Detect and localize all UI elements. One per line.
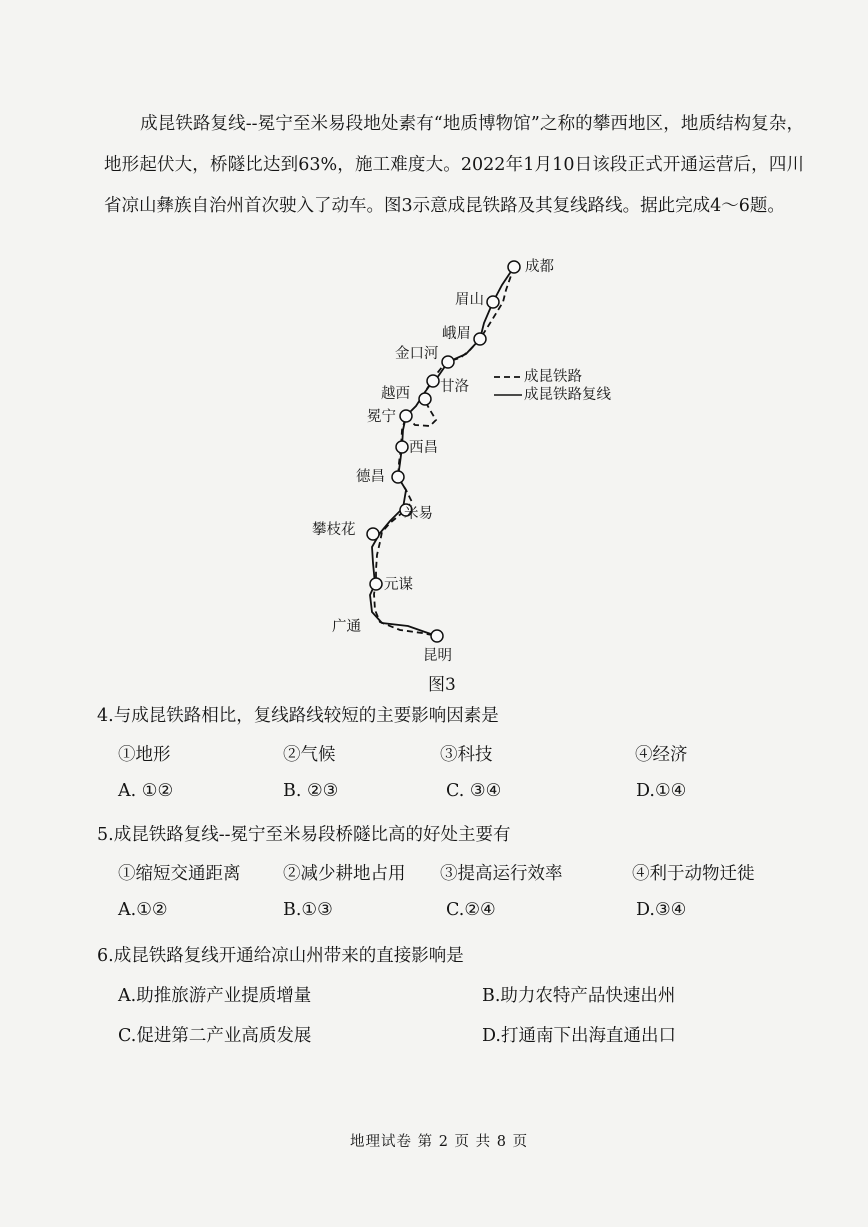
- label-emei: 峨眉: [442, 326, 471, 342]
- legend-new-railway: 成昆铁路复线: [524, 387, 611, 403]
- station-panzhihua: [367, 528, 379, 540]
- label-mianning: 冕宁: [367, 409, 396, 425]
- page-footer: 地理试卷 第 2 页 共 8 页: [350, 1134, 529, 1150]
- label-yuexi: 越西: [381, 386, 410, 402]
- q6-choice-c: C.促进第二产业高质发展: [118, 1026, 312, 1046]
- station-yuanmou: [370, 578, 382, 590]
- q4-item-2: ②气候: [283, 745, 336, 765]
- station-chengdu: [508, 261, 520, 273]
- station-yuexi: [419, 393, 431, 405]
- label-kunming: 昆明: [423, 648, 452, 664]
- label-guangtong: 广通: [332, 619, 361, 635]
- q4-choice-a: A. ①②: [118, 781, 174, 801]
- question-4-stem: 4.与成昆铁路相比，复线路线较短的主要影响因素是: [97, 706, 499, 726]
- station-mianning: [400, 410, 412, 422]
- q5-item-1: ①缩短交通距离: [118, 864, 241, 884]
- q4-item-1: ①地形: [118, 745, 171, 765]
- intro-paragraph: 成昆铁路复线--冕宁至米易段地处素有“地质博物馆”之称的攀西地区，地质结构复杂，地形起伏大，桥隧比达到63%，施工难度大。2022年1月10日该段正式开通运营后，四川省凉山彝族自治州首次驶入了动车。图3示意成昆铁路及其复线路线。据此完成4～6题。: [104, 114, 804, 216]
- label-xichang: 西昌: [409, 440, 438, 456]
- q5-choice-b: B.①③: [283, 900, 333, 920]
- railway-map: [300, 250, 630, 680]
- label-ganluo: 甘洛: [440, 379, 469, 395]
- label-jinkouhe: 金口河: [395, 346, 439, 362]
- railway-map-graphic: [300, 250, 630, 680]
- q5-item-3: ③提高运行效率: [440, 864, 563, 884]
- q4-item-4: ④经济: [635, 745, 688, 765]
- station-ganluo: [427, 375, 439, 387]
- q5-choice-a: A.①②: [118, 900, 168, 920]
- station-emei: [474, 333, 486, 345]
- label-yuanmou: 元谋: [384, 577, 413, 593]
- question-5-stem: 5.成昆铁路复线--冕宁至米易段桥隧比高的好处主要有: [97, 825, 511, 845]
- station-xichang: [396, 441, 408, 453]
- q6-choice-b: B.助力农特产品快速出州: [482, 986, 676, 1006]
- q5-choice-d: D.③④: [636, 900, 687, 920]
- label-dechang: 德昌: [356, 469, 385, 485]
- station-dechang: [392, 471, 404, 483]
- q5-choice-c: C.②④: [446, 900, 496, 920]
- label-chengdu: 成都: [525, 259, 554, 275]
- q4-choice-d: D.①④: [636, 781, 687, 801]
- label-meishan: 眉山: [455, 292, 484, 308]
- label-panzhihua: 攀枝花: [312, 522, 356, 538]
- figure-caption: 图3: [428, 675, 456, 695]
- q4-choice-c: C. ③④: [446, 781, 502, 801]
- q5-item-2: ②减少耕地占用: [283, 864, 406, 884]
- q4-item-3: ③科技: [440, 745, 493, 765]
- legend-old-railway: 成昆铁路: [524, 369, 582, 385]
- station-kunming: [431, 630, 443, 642]
- station-meishan: [487, 296, 499, 308]
- label-miyi: 米易: [404, 506, 433, 522]
- station-jinkouhe: [442, 356, 454, 368]
- question-6-stem: 6.成昆铁路复线开通给凉山州带来的直接影响是: [97, 946, 464, 966]
- q4-choice-b: B. ②③: [283, 781, 339, 801]
- q6-choice-d: D.打通南下出海直通出口: [482, 1026, 676, 1046]
- q5-item-4: ④利于动物迁徙: [632, 864, 755, 884]
- q6-choice-a: A.助推旅游产业提质增量: [118, 986, 312, 1006]
